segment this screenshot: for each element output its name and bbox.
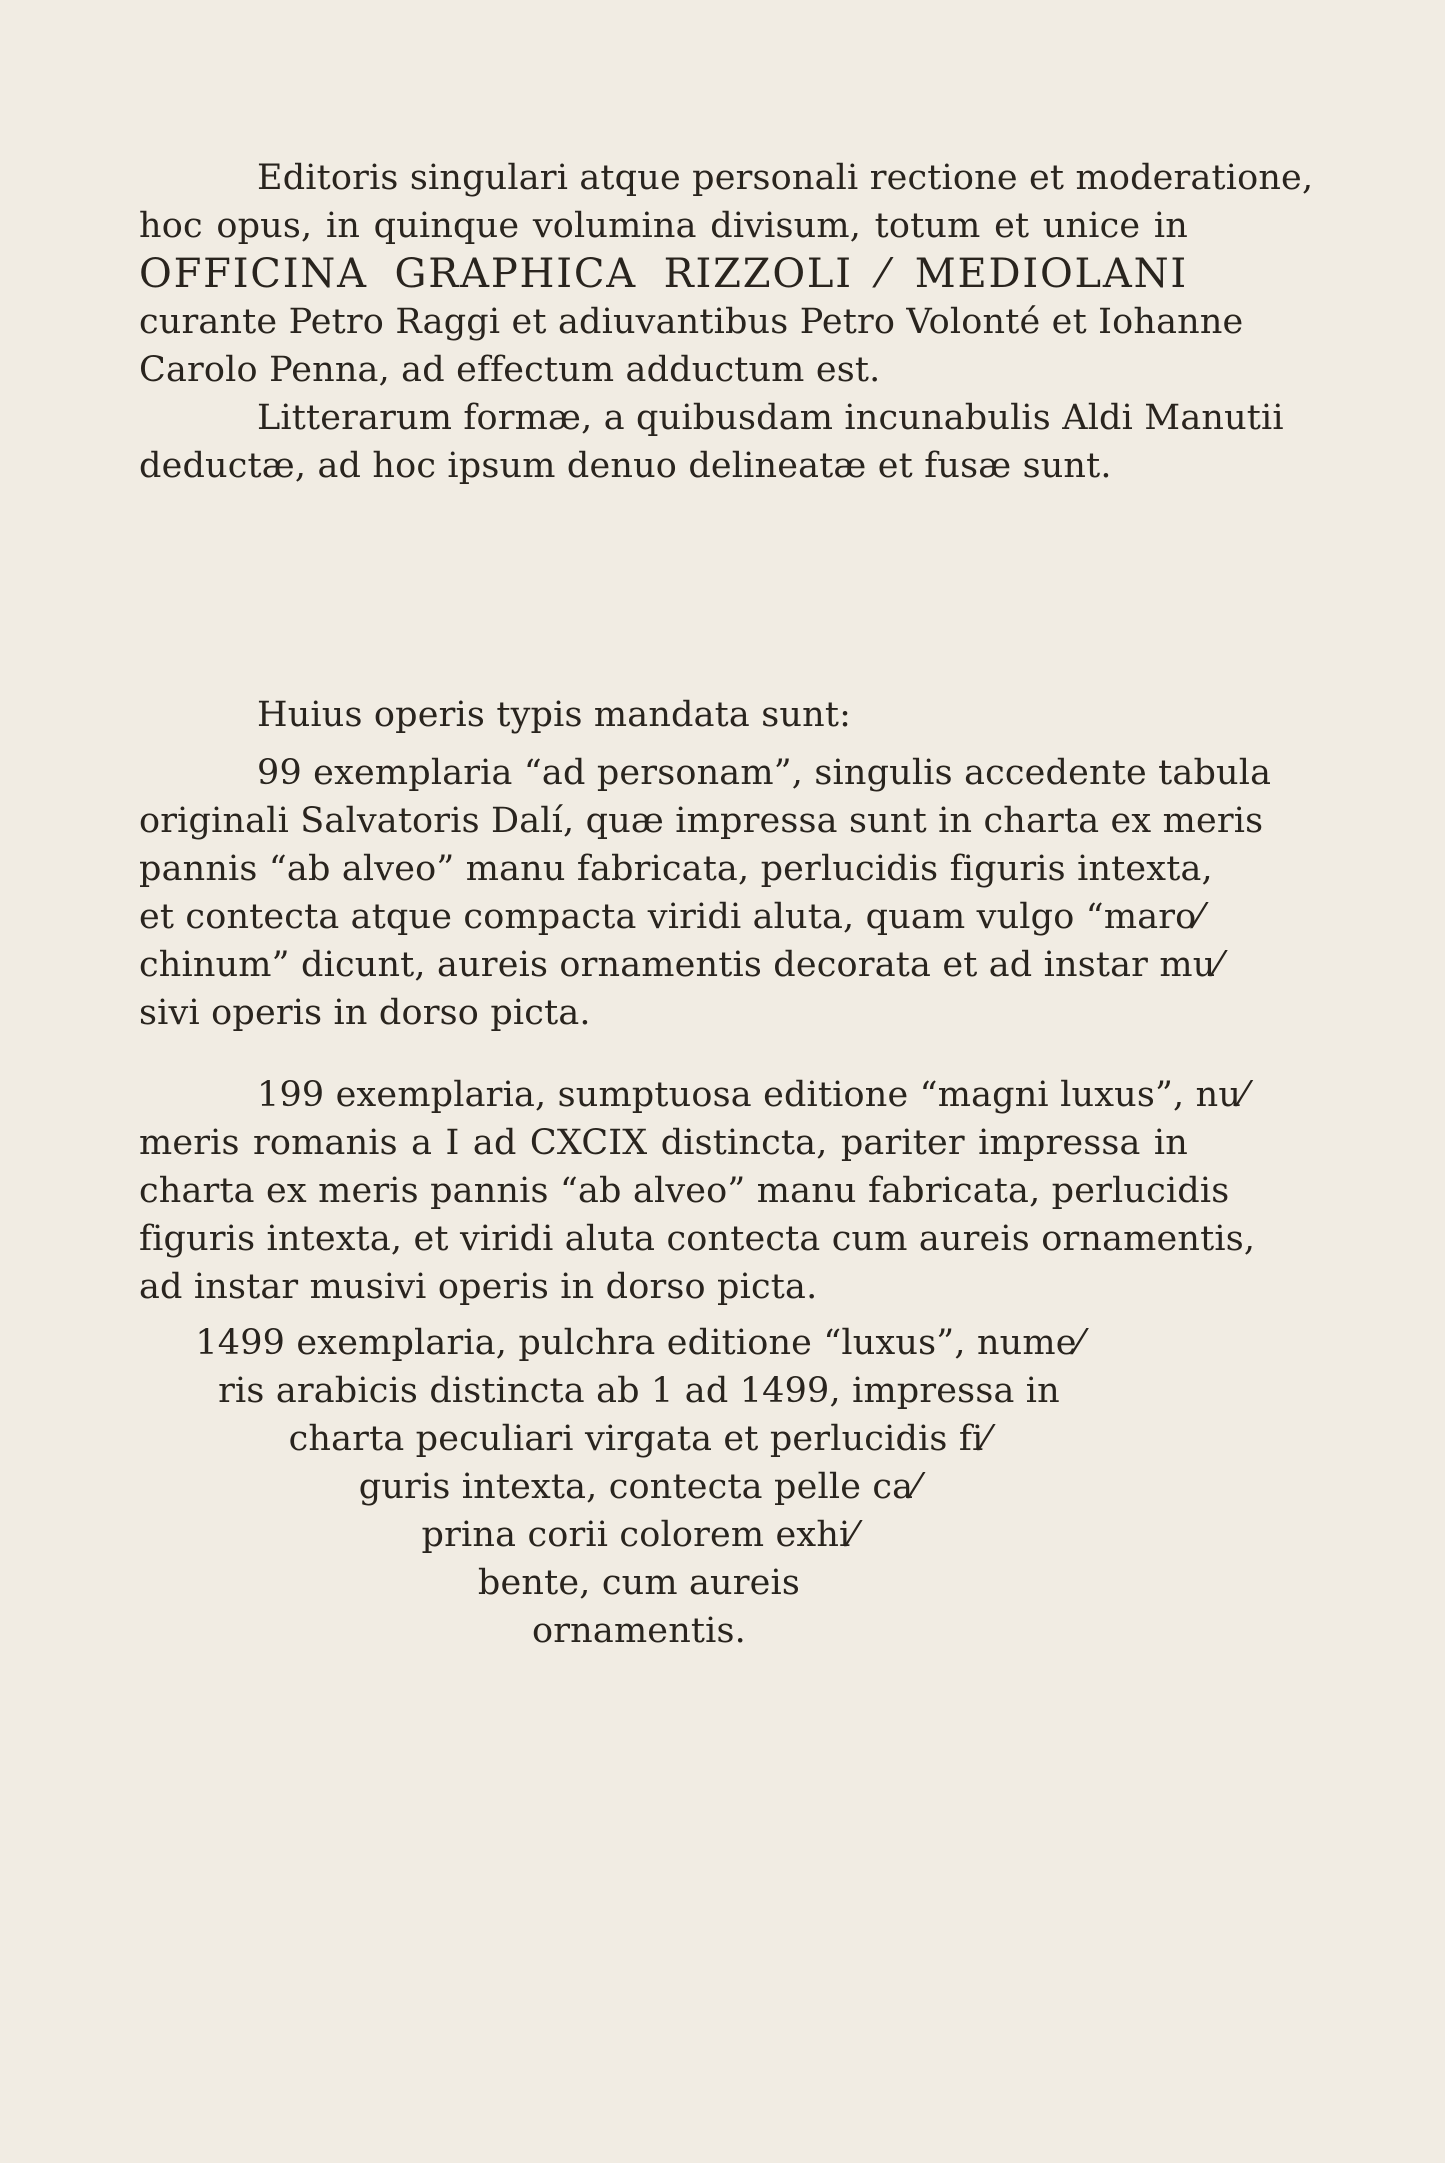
- editions-heading: Huius operis typis mandata sunt:: [257, 695, 852, 735]
- text-line: ad instar musivi operis in dorso picta.: [139, 1267, 818, 1307]
- text-line: bente, cum aureis: [477, 1563, 801, 1603]
- text-line: chinum” dicunt, aureis ornamentis decorata et ad instar mu⁄: [139, 945, 1222, 985]
- text-line: 99 exemplaria “ad personam”, singulis accedente tabula: [257, 753, 1272, 793]
- text-line: guris intexta, contecta pelle ca⁄: [358, 1467, 920, 1507]
- text-line: charta ex meris pannis “ab alveo” manu fabricata, perlucidis: [139, 1171, 1230, 1211]
- text-line: meris romanis a I ad CXCIX distincta, pariter impressa in: [139, 1123, 1188, 1163]
- text-block: [139, 154, 1314, 1655]
- text-line: originali Salvatoris Dalí, quæ impressa sunt in charta ex meris: [139, 801, 1264, 841]
- text-line: sivi operis in dorso picta.: [139, 993, 591, 1033]
- text-line: prina corii colorem exhi⁄: [421, 1515, 857, 1555]
- text-line: hoc opus, in quinque volumina divisum, totum et unice in: [139, 206, 1188, 246]
- text-line: Editoris singulari atque personali rectione et moderatione,: [257, 158, 1314, 198]
- printing-house-line: OFFICINA GRAPHICA RIZZOLI ⁄ MEDIOLANI: [139, 251, 1188, 297]
- text-line: 199 exemplaria, sumptuosa editione “magni luxus”, nu⁄: [257, 1075, 1248, 1115]
- intro-paragraph: [139, 154, 1314, 394]
- text-line: figuris intexta, et viridi aluta contecta cum aureis ornamentis,: [139, 1219, 1256, 1259]
- text-line: deductæ, ad hoc ipsum denuo delineatæ et fusæ sunt.: [139, 446, 1112, 486]
- text-line: et contecta atque compacta viridi aluta, quam vulgo “maro⁄: [139, 897, 1203, 937]
- edition-1499-paragraph: [139, 1319, 1139, 1655]
- edition-99-paragraph: [139, 749, 1272, 1037]
- text-line: ris arabicis distincta ab 1 ad 1499, impressa in: [218, 1371, 1060, 1411]
- text-line: curante Petro Raggi et adiuvantibus Petro Volonté et Iohanne: [139, 302, 1244, 342]
- typeface-paragraph: [139, 394, 1284, 490]
- text-line: Carolo Penna, ad effectum adductum est.: [139, 350, 881, 390]
- text-line: pannis “ab alveo” manu fabricata, perlucidis figuris intexta,: [139, 849, 1213, 889]
- text-line: charta peculiari virgata et perlucidis fi⁄: [288, 1419, 990, 1459]
- text-line: Litterarum formæ, a quibusdam incunabulis Aldi Manutii: [257, 398, 1284, 438]
- edition-199-paragraph: [139, 1071, 1256, 1311]
- text-line: ornamentis.: [532, 1611, 746, 1651]
- text-line: 1499 exemplaria, pulchra editione “luxus”, nume⁄: [195, 1323, 1083, 1363]
